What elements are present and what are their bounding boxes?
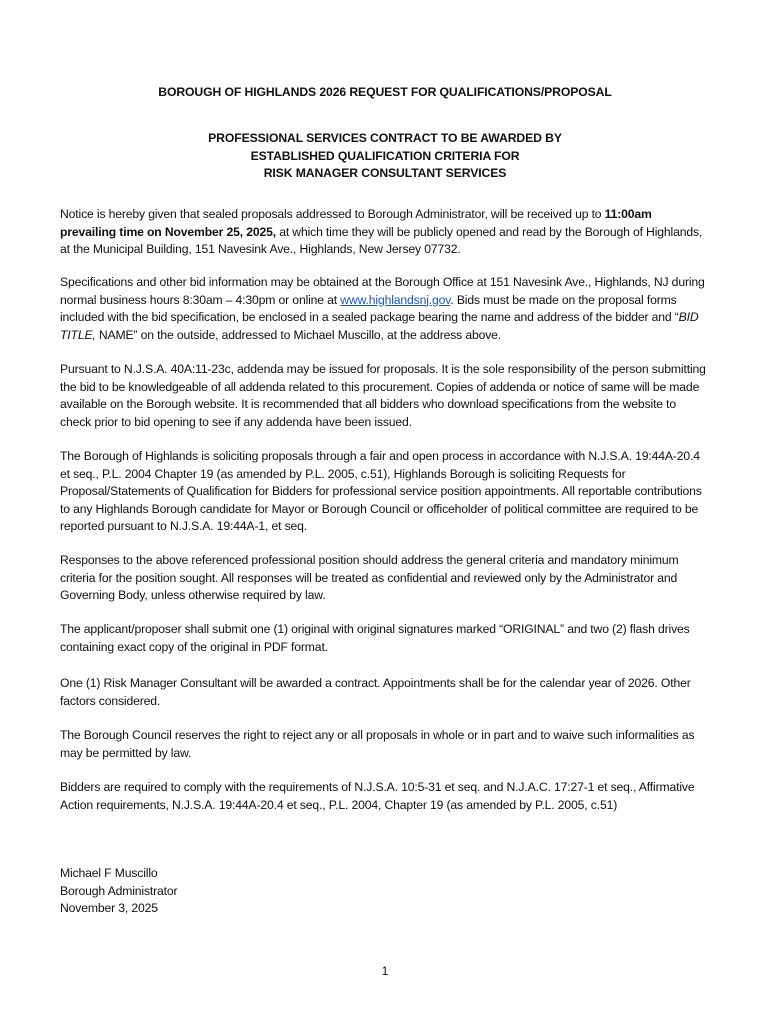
signature-block	[60, 865, 177, 918]
notice-text: Notice is hereby given that sealed proposals addressed to Borough Administrator, will be received up to	[60, 207, 605, 221]
signatory-role: Borough Administrator	[60, 883, 178, 898]
subtitle-line: RISK MANAGER CONSULTANT SERVICES	[263, 166, 507, 180]
subtitle-line: PROFESSIONAL SERVICES CONTRACT TO BE AWARDED BY	[208, 131, 562, 145]
compliance-paragraph: Bidders are required to comply with the requirements of N.J.S.A. 10:5-31 et seq. and N.J.A.C. 17:27-1 et seq., Affirmative Action requirements, N.J.S.A. 19:44A-20.4 et seq., P.L. 2004, Chapter 19 (as amended by P.L. 2005, c.51)	[60, 780, 695, 812]
document-title: BOROUGH OF HIGHLANDS 2026 REQUEST FOR QUALIFICATIONS/PROPOSAL	[158, 85, 612, 99]
subtitle-line: ESTABLISHED QUALIFICATION CRITERIA FOR	[250, 148, 520, 163]
bid-title-text: BID TITLE,	[60, 310, 699, 342]
reservation-paragraph: The Borough Council reserves the right to reject any or all proposals in whole or in part and to waive such informalities as may be permitted by law.	[60, 728, 695, 760]
deadline-text: 11:00am prevailing time on November 25, 2025,	[60, 207, 652, 239]
document-subtitle	[0, 130, 770, 183]
page-number: 1	[381, 964, 389, 978]
signature-date: November 3, 2025	[60, 901, 158, 915]
specifications-text-continued: . Bids must be made on the proposal forms included with the bid specification, be enclosed in a sealed package bearing the name and address of the bidder and “	[60, 292, 679, 324]
fair-open-process-paragraph: The Borough of Highlands is soliciting proposals through a fair and open process in accordance with N.J.S.A. 19:44A-20.4 et seq., P.L. 2004 Chapter 19 (as amended by P.L. 2005, c.51), Highlands Borough is soliciting Requests for Proposal/Statements of Qualification for Bidders for professional service position appointments. All reportable contributions to any Highlands Borough candidate for Mayor or Borough Council or officeholder of political committee are required to be reported pursuant to N.J.S.A. 19:44A-1, et seq.	[60, 449, 702, 533]
website-link[interactable]: www.highlandsnj.gov	[340, 292, 451, 307]
specifications-text-end: NAME” on the outside, addressed to Michael Muscillo, at the address above.	[95, 327, 502, 342]
notice-paragraph	[60, 206, 710, 259]
specifications-paragraph	[60, 274, 710, 344]
submission-paragraph: The applicant/proposer shall submit one (1) original with original signatures marked “ORIGINAL” and two (2) flash drives containing exact copy of the original in PDF format.	[60, 622, 690, 654]
signatory-name: Michael F Muscillo	[60, 866, 158, 880]
notice-text-continued: at which time they will be publicly opened and read by the Borough of Highlands, at the Municipal Building, 151 Navesink Ave., Highlands, New Jersey 07732.	[60, 224, 703, 256]
specifications-text: Specifications and other bid information may be obtained at the Borough Office at 151 Navesink Ave., Highlands, NJ during normal business hours 8:30am – 4:30pm or online at	[60, 275, 705, 307]
addenda-paragraph: Pursuant to N.J.S.A. 40A:11-23c, addenda may be issued for proposals. It is the sole responsibility of the person submitting the bid to be knowledgeable of all addenda related to this procurement. Copies of addenda or notice of same will be made available on the Borough website. It is recommended that all bidders who download specifications from the website to check prior to bid opening to see if any addenda have been issued.	[60, 362, 706, 429]
award-paragraph: One (1) Risk Manager Consultant will be awarded a contract. Appointments shall be for the calendar year of 2026. Other factors considered.	[60, 676, 691, 708]
responses-paragraph: Responses to the above referenced professional position should address the general criteria and mandatory minimum criteria for the position sought. All responses will be treated as confidential and reviewed only by the Administrator and Governing Body, unless otherwise required by law.	[60, 553, 679, 602]
